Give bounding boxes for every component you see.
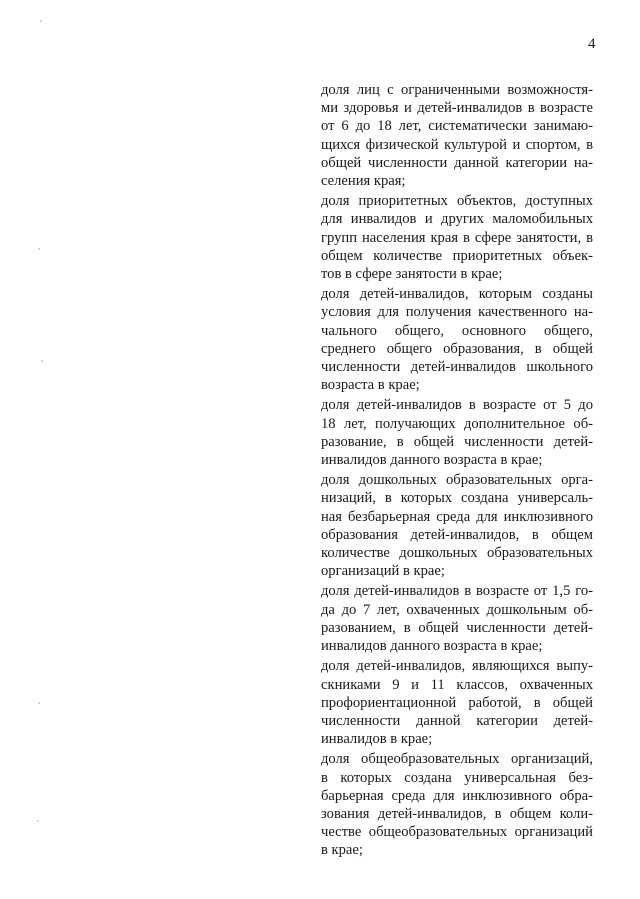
- paragraph: [321, 285, 593, 394]
- text-line: доля приоритетных объектов, доступных: [321, 193, 593, 210]
- text-line: численности детей-инвалидов школьного: [321, 359, 593, 376]
- paragraph: [321, 750, 593, 859]
- paragraph: [321, 192, 593, 283]
- text-line: доля лиц с ограниченными возможностя-: [321, 82, 593, 98]
- text-line: образования детей-инвалидов, в общем: [321, 526, 593, 543]
- text-line: доля детей-инвалидов в возрасте от 1,5 го-: [321, 583, 593, 600]
- text-line: в которых создана универсальная без-: [321, 769, 593, 786]
- text-line: щихся физической культурой и спортом, в: [321, 136, 593, 153]
- text-line: для инвалидов и других маломобильных: [321, 211, 593, 228]
- text-line: инвалидов данного возраста в крае;: [321, 638, 543, 655]
- paragraph: [321, 582, 593, 655]
- text-line: ми здоровья и детей-инвалидов в возрасте: [321, 100, 593, 117]
- text-line: чального общего, основного общего,: [321, 322, 593, 339]
- scan-speck: [38, 248, 40, 250]
- text-line: 18 лет, получающих дополнительное об-: [321, 415, 593, 432]
- text-line: селения края;: [321, 173, 406, 190]
- text-line: да до 7 лет, охваченных дошкольным об-: [321, 601, 593, 618]
- text-column: [321, 81, 593, 862]
- text-line: инвалидов данного возраста в крае;: [321, 452, 543, 469]
- text-line: ная безбарьерная среда для инклюзивного: [321, 508, 593, 525]
- paragraph: [321, 81, 593, 190]
- text-line: условия для получения качественного на-: [321, 304, 593, 321]
- paragraph: [321, 471, 593, 580]
- scan-speck: [37, 820, 39, 822]
- paragraph: [321, 657, 593, 748]
- scan-speck: [38, 702, 40, 704]
- text-line: скниками 9 и 11 классов, охваченных: [321, 676, 593, 693]
- paragraph: [321, 396, 593, 469]
- page-number: 4: [588, 36, 596, 52]
- text-line: среднего общего образования, в общей: [321, 340, 593, 357]
- text-line: общем количестве приоритетных объек-: [321, 247, 593, 264]
- text-line: честве общеобразовательных организаций: [321, 824, 593, 841]
- text-line: доля общеобразовательных организаций,: [321, 751, 593, 768]
- text-line: низаций, в которых создана универсаль-: [321, 490, 593, 507]
- text-line: доля детей-инвалидов в возрасте от 5 до: [321, 397, 593, 414]
- text-line: доля дошкольных образовательных орга-: [321, 472, 593, 489]
- text-line: общей численности данной категории на-: [321, 154, 593, 171]
- text-line: тов в сфере занятости в крае;: [321, 266, 503, 283]
- text-line: от 6 до 18 лет, систематически занимаю-: [321, 118, 593, 135]
- text-line: профориентационной работой, в общей: [321, 694, 593, 711]
- text-line: доля детей-инвалидов, являющихся выпу-: [321, 658, 593, 675]
- text-line: организаций в крае;: [321, 563, 445, 580]
- text-line: в крае;: [321, 842, 363, 859]
- text-line: барьерная среда для инклюзивного обра-: [321, 787, 593, 804]
- text-line: групп населения края в сфере занятости, в: [321, 229, 593, 246]
- text-line: инвалидов в крае;: [321, 731, 433, 748]
- text-line: количестве дошкольных образовательных: [321, 545, 593, 562]
- text-line: зования детей-инвалидов, в общем коли-: [321, 805, 593, 822]
- text-line: разованием, в общей численности детей-: [321, 619, 593, 636]
- scan-speck: [41, 360, 43, 362]
- text-line: доля детей-инвалидов, которым созданы: [321, 286, 593, 303]
- scan-speck: [40, 20, 42, 22]
- text-line: возраста в крае;: [321, 377, 420, 394]
- text-line: численности данной категории детей-: [321, 712, 593, 729]
- text-line: разование, в общей численности детей-: [321, 433, 593, 450]
